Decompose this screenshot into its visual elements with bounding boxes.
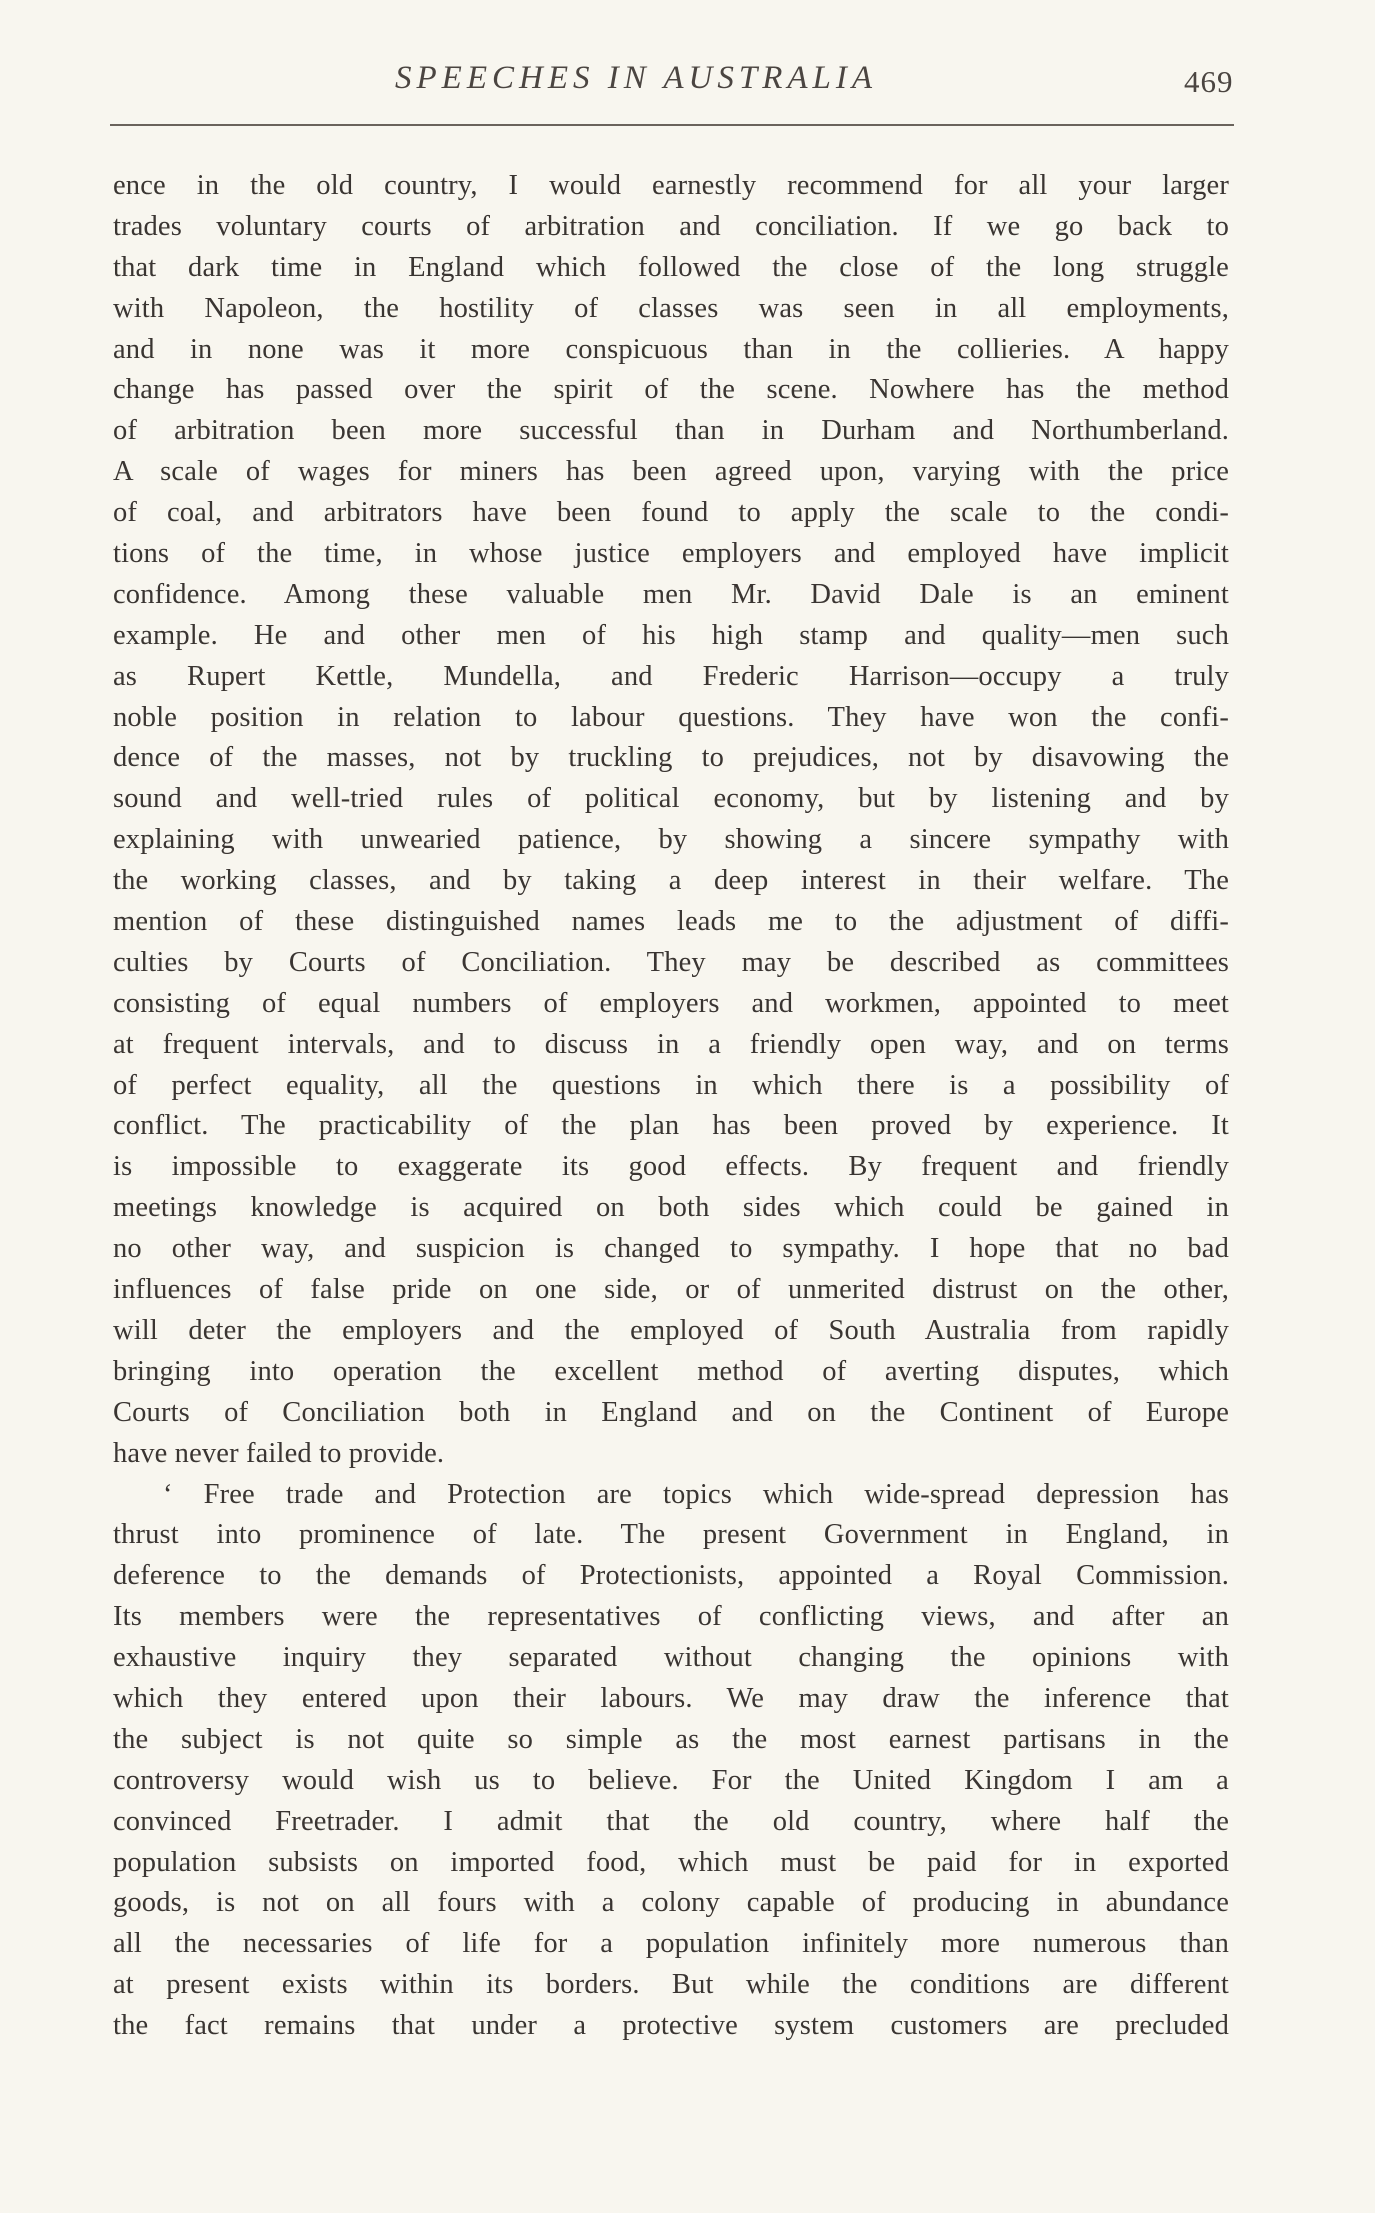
text-line: of arbitration been more successful than in Durham and Northumberland. xyxy=(113,415,1229,447)
text-line: meetings knowledge is acquired on both sides which could be gained in xyxy=(113,1192,1229,1224)
text-line: ‘ Free trade and Protection are topics which wide-spread depression has xyxy=(163,1478,1229,1510)
text-line: controversy would wish us to believe. For the United Kingdom I am a xyxy=(113,1764,1229,1796)
text-line: no other way, and suspicion is changed to sympathy. I hope that no bad xyxy=(113,1233,1229,1265)
text-line: deference to the demands of Protectionists, appointed a Royal Commission. xyxy=(113,1560,1229,1592)
header-rule xyxy=(110,124,1234,126)
text-line: at present exists within its borders. But while the conditions are different xyxy=(113,1969,1229,2001)
body-text xyxy=(113,166,1229,2047)
text-line: will deter the employers and the employed of South Australia from rapidly xyxy=(113,1314,1229,1346)
text-line: influences of false pride on one side, or of unmerited distrust on the other, xyxy=(113,1274,1229,1306)
text-line: and in none was it more conspicuous than in the collieries. A happy xyxy=(113,333,1229,365)
text-line: bringing into operation the excellent method of averting disputes, which xyxy=(113,1355,1229,1387)
paragraph-free-trade xyxy=(113,1475,1229,2047)
text-line: Its members were the representatives of conflicting views, and after an xyxy=(113,1601,1229,1633)
text-line: change has passed over the spirit of the scene. Nowhere has the method xyxy=(113,374,1229,406)
text-line: exhaustive inquiry they separated without changing the opinions with xyxy=(113,1642,1229,1674)
text-line: the subject is not quite so simple as the most earnest partisans in the xyxy=(113,1723,1229,1755)
text-line: consisting of equal numbers of employers and workmen, appointed to meet xyxy=(113,987,1229,1019)
text-line: tions of the time, in whose justice employers and employed have implicit xyxy=(113,538,1229,570)
page-number: 469 xyxy=(1184,64,1234,99)
text-line: have never failed to provide. xyxy=(113,1437,445,1469)
text-line: conflict. The practicability of the plan has been proved by experience. It xyxy=(113,1110,1229,1142)
text-line: the fact remains that under a protective system customers are precluded xyxy=(113,2010,1229,2042)
text-line: population subsists on imported food, which must be paid for in exported xyxy=(113,1846,1229,1878)
text-line: mention of these distinguished names leads me to the adjustment of diffi- xyxy=(113,906,1229,938)
text-line: example. He and other men of his high stamp and quality—men such xyxy=(113,619,1229,651)
text-line: confidence. Among these valuable men Mr. David Dale is an eminent xyxy=(113,578,1229,610)
text-line: culties by Courts of Conciliation. They may be described as committees xyxy=(113,946,1229,978)
text-line: A scale of wages for miners has been agreed upon, varying with the price xyxy=(113,456,1229,488)
text-line: with Napoleon, the hostility of classes was seen in all employments, xyxy=(113,292,1229,324)
text-line: sound and well-tried rules of political economy, but by listening and by xyxy=(113,783,1229,815)
text-line: ence in the old country, I would earnestly recommend for all your larger xyxy=(113,170,1229,201)
text-line: that dark time in England which followed the close of the long struggle xyxy=(113,251,1229,283)
text-line: is impossible to exaggerate its good effects. By frequent and friendly xyxy=(113,1151,1229,1183)
text-line: goods, is not on all fours with a colony capable of producing in abundance xyxy=(113,1887,1229,1919)
text-line: at frequent intervals, and to discuss in a friendly open way, and on terms xyxy=(113,1028,1229,1060)
paragraph-arbitration xyxy=(113,166,1229,1475)
text-line: all the necessaries of life for a population infinitely more numerous than xyxy=(113,1928,1229,1960)
text-line: convinced Freetrader. I admit that the old country, where half the xyxy=(113,1805,1229,1837)
text-line: Courts of Conciliation both in England and on the Continent of Europe xyxy=(113,1396,1229,1428)
text-line: thrust into prominence of late. The present Government in England, in xyxy=(113,1519,1229,1551)
text-line: trades voluntary courts of arbitration and conciliation. If we go back to xyxy=(113,210,1229,242)
text-line: dence of the masses, not by truckling to prejudices, not by disavowing the xyxy=(113,742,1229,774)
running-title: SPEECHES IN AUSTRALIA xyxy=(395,60,878,96)
text-line: noble position in relation to labour questions. They have won the confi- xyxy=(113,701,1229,733)
text-line: explaining with unwearied patience, by showing a sincere sympathy with xyxy=(113,824,1229,856)
text-line: as Rupert Kettle, Mundella, and Frederic Harrison—occupy a truly xyxy=(113,660,1229,692)
text-line: which they entered upon their labours. We may draw the inference that xyxy=(113,1682,1229,1714)
text-line: the working classes, and by taking a deep interest in their welfare. The xyxy=(113,865,1229,897)
text-line: of coal, and arbitrators have been found to apply the scale to the condi- xyxy=(113,497,1229,529)
text-line: of perfect equality, all the questions in which there is a possibility of xyxy=(113,1069,1229,1101)
